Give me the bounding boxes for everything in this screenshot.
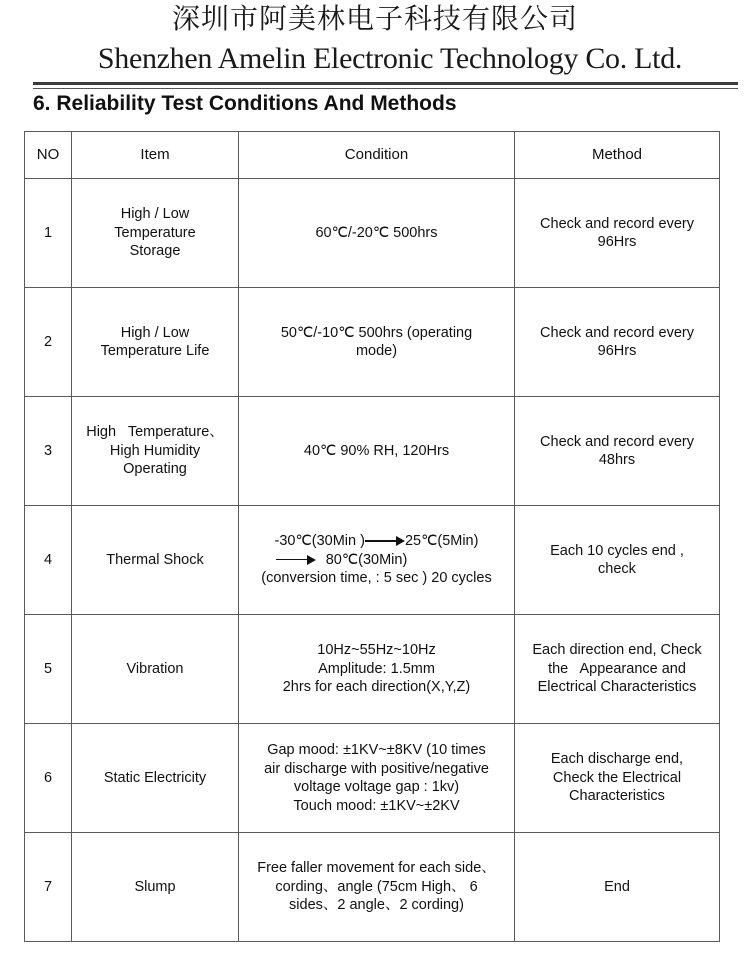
cell-text-line: 40℃ 90% RH, 120Hrs — [303, 442, 450, 459]
cell-text-line: Free faller movement for each side、 — [257, 860, 496, 877]
thermal-step-cold: -30℃(30Min ) — [274, 533, 365, 550]
cell-text-line: Check and record every — [540, 324, 694, 341]
cell-item — [72, 506, 239, 615]
cell-text-line: High Temperature、 — [86, 424, 224, 441]
cell-text-line: Check the Electrical — [552, 769, 682, 786]
cell-text-line: Check and record every — [540, 433, 694, 450]
arrow-right-icon — [276, 555, 316, 565]
cell-text-line: 96Hrs — [597, 343, 637, 359]
cell-text-line: Temperature — [114, 224, 196, 241]
cell-condition — [239, 288, 515, 397]
reliability-test-table — [24, 131, 720, 942]
cell-condition — [239, 506, 515, 615]
cell-text-line: Each discharge end, — [550, 751, 684, 768]
cell-no: 4 — [25, 506, 72, 615]
thermal-step-ambient: 25℃(5Min) — [404, 533, 479, 550]
cell-no: 5 — [25, 615, 72, 724]
table-row — [25, 615, 720, 724]
cell-text-line — [247, 532, 506, 551]
cell-method — [515, 179, 720, 288]
cell-text-line: High / Low — [120, 206, 190, 223]
cell-method — [515, 288, 720, 397]
cell-text-line: Amplitude: 1.5mm — [318, 660, 435, 677]
cell-text-line: Temperature Life — [100, 343, 210, 359]
cell-condition — [239, 179, 515, 288]
cell-text-line: (conversion time, : 5 sec ) 20 cycles — [261, 570, 492, 587]
cell-text-line: Each direction end, Check — [532, 642, 702, 659]
cell-text-line: mode) — [355, 343, 398, 359]
company-name-english: Shenzhen Amelin Electronic Technology Co. Ltd. — [97, 42, 683, 75]
cell-text-line: Characteristics — [569, 788, 665, 805]
cell-item — [72, 724, 239, 833]
cell-no: 7 — [25, 833, 72, 942]
cell-condition — [239, 724, 515, 833]
table-row — [25, 397, 720, 506]
section-title: 6. Reliability Test Conditions And Methods — [33, 92, 457, 115]
cell-condition — [239, 615, 515, 724]
cell-text-line: Check and record every — [540, 215, 694, 232]
table-row — [25, 833, 720, 942]
header-divider-thick — [33, 82, 738, 85]
cell-text-line: Vibration — [126, 660, 184, 677]
cell-method — [515, 833, 720, 942]
column-header-item: Item — [72, 132, 239, 179]
cell-text-line: cording、angle (75cm High、 6 — [275, 878, 478, 895]
cell-method — [515, 724, 720, 833]
company-name-chinese: 深圳市阿美林电子科技有限公司 — [171, 2, 578, 35]
cell-item — [72, 833, 239, 942]
cell-text-line: 50℃/-10℃ 500hrs (operating — [280, 324, 473, 341]
cell-text-line: 96Hrs — [597, 234, 637, 250]
cell-text-line: Slump — [134, 878, 176, 895]
cell-text-line: End — [604, 878, 630, 895]
cell-text-line: check — [598, 561, 636, 577]
cell-condition — [239, 397, 515, 506]
cell-condition — [239, 833, 515, 942]
cell-text-line: 10Hz~55Hz~10Hz — [317, 642, 436, 659]
cell-text-line: 48hrs — [598, 452, 636, 468]
column-header-condition: Condition — [239, 132, 515, 179]
cell-no: 3 — [25, 397, 72, 506]
column-header-no: NO — [25, 132, 72, 179]
cell-text-line: Thermal Shock — [106, 551, 204, 568]
table-row — [25, 288, 720, 397]
header-divider-thin — [33, 88, 738, 89]
cell-item — [72, 397, 239, 506]
cell-no: 6 — [25, 724, 72, 833]
cell-text-line: air discharge with positive/negative — [264, 760, 489, 777]
cell-text-line: Static Electricity — [103, 769, 207, 786]
cell-text-line: 2hrs for each direction(X,Y,Z) — [282, 679, 471, 696]
column-header-method: Method — [515, 132, 720, 179]
cell-text-line: the Appearance and — [548, 660, 686, 677]
thermal-step-hot: 80℃(30Min) — [325, 551, 408, 568]
cell-text-line: Each 10 cycles end , — [550, 542, 684, 559]
cell-text-line: Storage — [129, 243, 181, 260]
cell-text-line — [247, 551, 506, 570]
cell-text-line: voltage voltage gap : 1kv) — [293, 779, 460, 795]
table-row — [25, 179, 720, 288]
cell-no: 1 — [25, 179, 72, 288]
cell-text-line: 60℃/-20℃ 500hrs — [315, 224, 438, 241]
cell-item — [72, 288, 239, 397]
cell-text-line: Operating — [123, 461, 187, 478]
cell-text-line: Gap mood: ±1KV~±8KV (10 times — [267, 742, 486, 758]
cell-text-line: High Humidity — [109, 442, 201, 459]
cell-method — [515, 506, 720, 615]
cell-item — [72, 179, 239, 288]
cell-text-line: High / Low — [120, 324, 190, 341]
cell-text-line: sides、2 angle、2 cording) — [289, 897, 464, 914]
cell-item — [72, 615, 239, 724]
arrow-right-icon — [365, 536, 405, 546]
cell-method — [515, 615, 720, 724]
table-header-row — [25, 132, 720, 179]
cell-method — [515, 397, 720, 506]
cell-text-line: Electrical Characteristics — [537, 679, 697, 696]
cell-text-line: Touch mood: ±1KV~±2KV — [293, 797, 460, 814]
cell-no: 2 — [25, 288, 72, 397]
table-row — [25, 506, 720, 615]
table-row — [25, 724, 720, 833]
